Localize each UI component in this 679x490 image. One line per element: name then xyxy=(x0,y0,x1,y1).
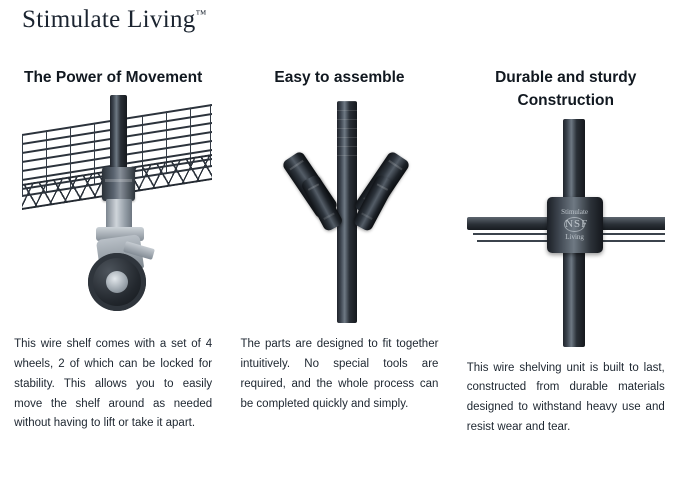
feature-title: Easy to assemble xyxy=(274,69,405,86)
collar-logo xyxy=(561,208,588,241)
figure-branded-collar xyxy=(467,119,665,347)
brand-wordmark xyxy=(22,6,206,34)
collar-logo-line1: Stimulate xyxy=(561,207,589,216)
shelf-wire xyxy=(473,233,557,235)
brand-name: Stimulate Living xyxy=(22,6,196,33)
feature-column-movement xyxy=(0,66,226,438)
nsf-badge: NSF xyxy=(565,218,589,230)
feature-caption: This wire shelf comes with a set of 4 wheels, 2 of which can be locked for stability. This allows you to easily move the shelf around as needed without having to lift or take it apart. xyxy=(14,338,213,430)
post-collar-branded xyxy=(547,197,603,253)
shelf-wire xyxy=(477,240,555,242)
post-collar xyxy=(102,167,135,201)
feature-column-durability xyxy=(453,66,679,438)
figure-wire-shelf-caster xyxy=(14,95,212,323)
feature-caption: The parts are designed to fit together intuitively. No special tools are required, and the whole process can be completed quickly and simply. xyxy=(240,338,439,410)
feature-title: The Power of Movement xyxy=(24,69,203,86)
shelf-wire xyxy=(595,240,665,242)
post-ribbed-section xyxy=(337,101,357,161)
feature-caption: This wire shelving unit is built to last, constructed from durable materials designed to withstand heavy use and resist wear and tear. xyxy=(466,361,665,433)
figure-connector-clips xyxy=(240,95,438,323)
trademark-symbol: ™ xyxy=(195,8,207,21)
feature-columns xyxy=(0,66,679,438)
feature-column-assembly xyxy=(226,66,452,438)
feature-title: Durable and sturdy Construction xyxy=(495,69,637,110)
collar-logo-line2: Living xyxy=(565,233,584,241)
